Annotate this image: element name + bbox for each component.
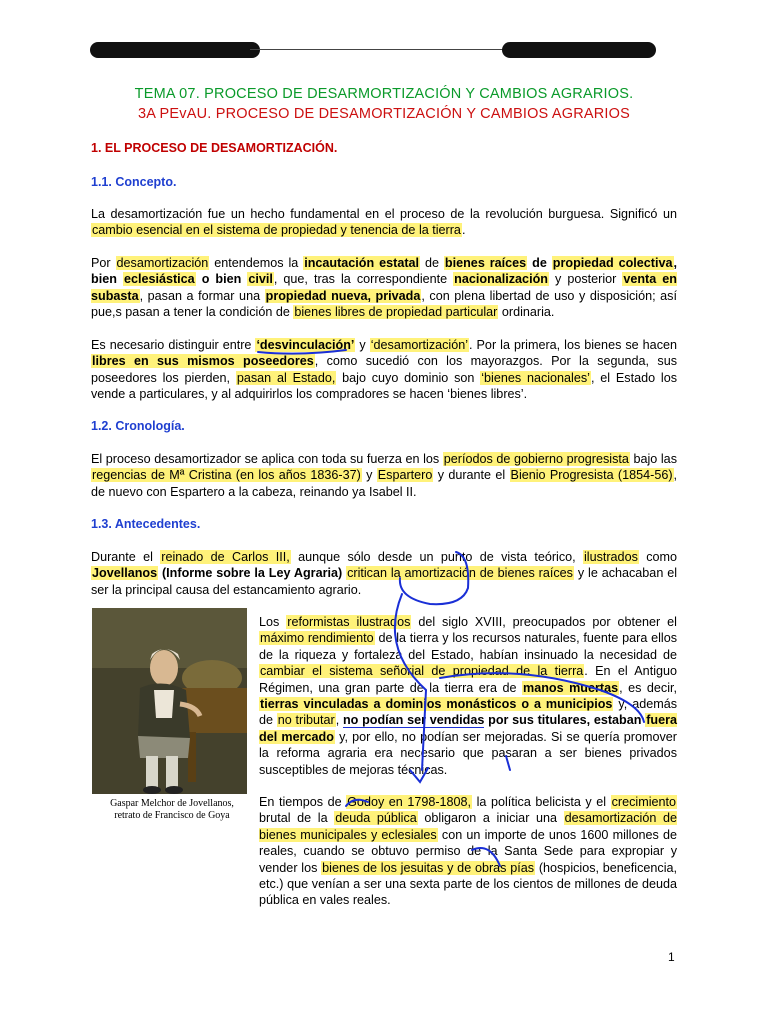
subheading-concepto: 1.1. Concepto. xyxy=(91,175,177,189)
page-number: 1 xyxy=(668,950,675,964)
document-subtitle: 3A PEvAU. PROCESO DE DESAMORTIZACIÓN Y CAMBIOS AGRARIOS xyxy=(137,106,631,122)
paragraph-antecedentes-2: Los reformistas ilustrados del siglo XVIII, preocupados por obtener el máximo rendimiento de la tierra y los recursos naturales, fuente para ellos de la riqueza y fortaleza del Estado, habían insinuado la necesidad de cambiar el sistema señorial de propiedad de la tierra. En el Antiguo Régimen, una gran parte de la tierra era de manos muertas, es decir, tierras vinculadas a dominios monásticos o a municipios y, además de no tributar, no podían ser vendidas por sus titulares, estaban fuera del mercado y, por ello, no podían ser mejoradas. Si se quería promover la reforma agraria era necesario que pasaran a ser bienes privados susceptibles de mejoras técnicas. xyxy=(259,615,678,777)
header-bar-left xyxy=(90,42,260,58)
document-title: TEMA 07. PROCESO DE DESARMORTIZACIÓN Y CAMBIOS AGRARIOS. xyxy=(134,86,634,102)
header-bar-right xyxy=(502,42,656,58)
subheading-antecedentes: 1.3. Antecedentes. xyxy=(91,517,201,531)
subheading-cronologia: 1.2. Cronología. xyxy=(91,419,185,433)
portrait-caption: Gaspar Melchor de Jovellanos, retrato de Francisco de Goya xyxy=(110,798,234,821)
paragraph-cronologia: El proceso desamortizador se aplica con toda su fuerza en los períodos de gobierno progresista bajo las regencias de Mª Cristina (en los años 1836-37) y Espartero y durante el Bienio Progresista (1854-56), de nuevo con Espartero a la cabeza, reinando ya Isabel II. xyxy=(91,452,678,499)
section-heading: 1. EL PROCESO DE DESAMORTIZACIÓN. xyxy=(91,141,338,155)
paragraph-concepto-3: Es necesario distinguir entre ‘desvinculación’ y ‘desamortización’. Por la primera, los bienes se hacen libres en sus mismos poseedores, como sucedió con los mayorazgos. Por la segunda, sus poseedores los pierden, pasan al Estado, bajo cuyo dominio son ‘bienes nacionales’, el Estado los vende a particulares, y al adquirirlos los compradores se hacen ‘bienes libres’. xyxy=(91,338,677,402)
jovellanos-portrait xyxy=(92,608,247,794)
paragraph-antecedentes-1: Durante el reinado de Carlos III, aunque sólo desde un punto de vista teórico, ilustrados como Jovellanos (Informe sobre la Ley Agraria) critican la amortización de bienes raíces y le achacaban el ser la principal causa del estancamiento agrario. xyxy=(91,550,678,597)
paragraph-concepto-1: La desamortización fue un hecho fundamental en el proceso de la revolución burguesa. Significó un cambio esencial en el sistema de propiedad y tenencia de la tierra. xyxy=(91,207,677,238)
header-rule xyxy=(250,49,510,50)
paragraph-antecedentes-3: En tiempos de Godoy en 1798-1808, la política belicista y el crecimiento brutal de la deuda pública obligaron a iniciar una desamortización de bienes municipales y eclesiales con un importe de unos 1600 millones de reales, cuando se obtuvo permiso de la Santa Sede para expropiar y vender los bienes de los jesuitas y de obras pías (hospicios, beneficencia, etc.) que venían a ser una sexta parte de los cientos de millones de deuda pública en vales reales. xyxy=(259,795,677,908)
paragraph-concepto-2: Por desamortización entendemos la incautación estatal de bienes raíces de propiedad colectiva, bien eclesiástica o bien civil, que, tras la correspondiente nacionalización y posterior venta en subasta, pasan a formar una propiedad nueva, privada, con plena libertad de uso y disposición; así pue,s pasan a tener la condición de bienes libres de propiedad particular ordinaria. xyxy=(91,256,677,320)
